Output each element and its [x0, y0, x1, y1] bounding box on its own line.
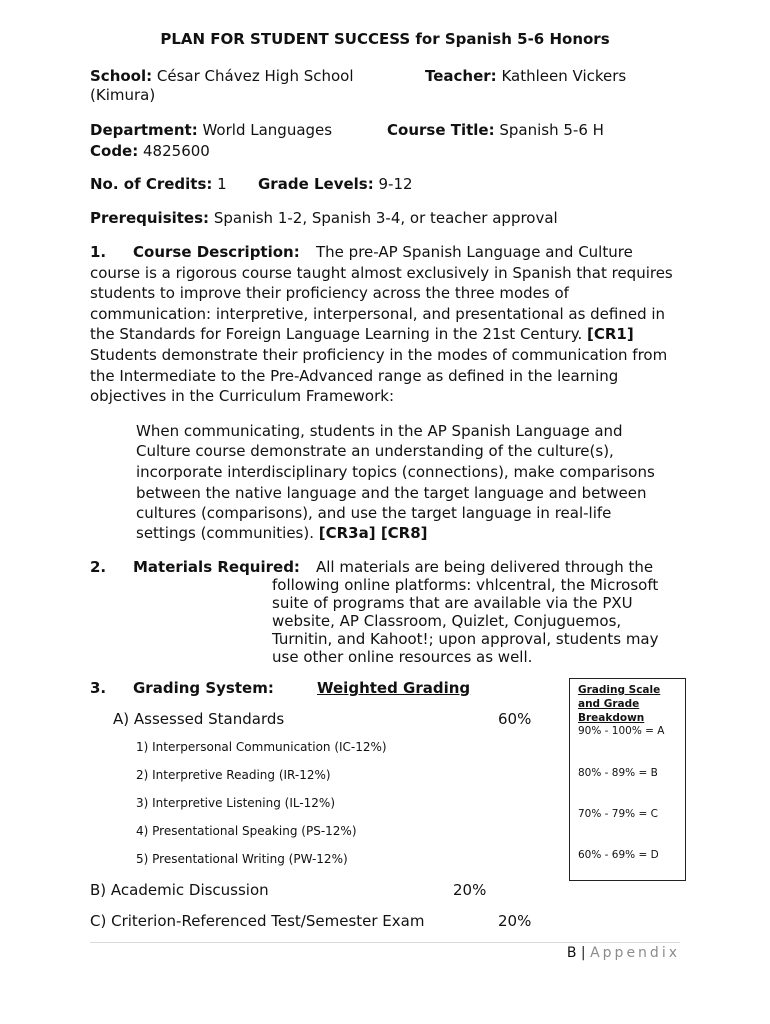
department-label: Department:: [90, 121, 198, 139]
teacher-value: Kathleen Vickers: [501, 67, 627, 85]
standard-item-1: 1) Interpersonal Communication (IC-12%): [136, 740, 387, 754]
section1-number: 1.: [90, 243, 107, 261]
grading-scale-heading: Grading Scale and Grade Breakdown: [578, 684, 661, 724]
page-footer: [567, 945, 680, 961]
grade-row-c: 70% - 79% = C: [578, 808, 658, 820]
cr3a-cr8-tag: [CR3a] [CR8]: [318, 524, 428, 542]
section1-line-1: course is a rigorous course taught almost exclusively in Spanish that requires: [90, 264, 673, 282]
course-title-label: Course Title:: [387, 121, 495, 139]
section2-number: 2.: [90, 558, 107, 576]
section1-label: Course Description:: [133, 243, 300, 261]
academic-discussion-label: B) Academic Discussion: [90, 881, 269, 899]
criterion-test-pct: 20%: [498, 912, 532, 930]
school-line: [90, 67, 354, 85]
criterion-test-label: C) Criterion-Referenced Test/Semester Exam: [90, 912, 425, 930]
grade-levels-line: [258, 175, 413, 193]
credits-value: 1: [217, 175, 227, 193]
grade-row-a: 90% - 100% = A: [578, 725, 665, 737]
section1-line-6: Students demonstrate their proficiency in the modes of communication from: [90, 346, 668, 364]
course-title-line: [387, 121, 604, 139]
standard-item-2: 2) Interpretive Reading (IR-12%): [136, 768, 331, 782]
code-value: 4825600: [143, 142, 210, 160]
grade-row-d: 60% - 69% = D: [578, 849, 659, 861]
standard-item-3: 3) Interpretive Listening (IL-12%): [136, 796, 336, 810]
footer-divider: [90, 942, 680, 943]
academic-discussion-pct: 20%: [453, 881, 487, 899]
page-title: PLAN FOR STUDENT SUCCESS for Spanish 5-6 Honors: [160, 30, 610, 48]
teacher-line: [425, 67, 626, 85]
section1-line-3: communication: interpretive, interpersonal, and presentational as defined in: [90, 305, 666, 323]
section2-line-4: Turnitin, and Kahoot!; upon approval, students may: [272, 630, 659, 648]
school-label: School:: [90, 67, 153, 85]
prereq-value: Spanish 1-2, Spanish 3-4, or teacher approval: [213, 209, 558, 227]
cr1-tag: [CR1]: [587, 325, 634, 343]
prereq-label: Prerequisites:: [90, 209, 210, 227]
section1-line-0: The pre-AP Spanish Language and Culture: [316, 243, 633, 261]
quote-line-1: Culture course demonstrate an understanding of the culture(s),: [136, 442, 614, 460]
prereq-line: [90, 209, 558, 227]
department-line: [90, 121, 332, 139]
standard-item-5: 5) Presentational Writing (PW-12%): [136, 852, 348, 866]
section2-line-0: All materials are being delivered through the: [316, 558, 654, 576]
section2-line-3: website, AP Classroom, Quizlet, Conjuguemos,: [272, 612, 622, 630]
school-cont: (Kimura): [90, 86, 156, 104]
teacher-label: Teacher:: [425, 67, 497, 85]
course-title-value: Spanish 5-6 H: [499, 121, 604, 139]
footer-separator: |: [580, 945, 586, 961]
weighted-grading-heading: Weighted Grading: [317, 679, 471, 697]
quote-line-0: When communicating, students in the AP Spanish Language and: [136, 422, 623, 440]
grading-scale-box: [569, 678, 686, 881]
assessed-standards-label: A) Assessed Standards: [113, 710, 285, 728]
section2-line-5: use other online resources as well.: [272, 648, 533, 666]
section1-line-7: the Intermediate to the Pre-Advanced range as defined in the learning: [90, 367, 619, 385]
section1-line-4-text: the Standards for Foreign Language Learning in the 21st Century.: [90, 325, 583, 343]
quote-line-5-text: settings (communities).: [136, 524, 314, 542]
quote-line-5: [136, 524, 428, 542]
section3-label: Grading System:: [133, 679, 274, 697]
code-label: Code:: [90, 142, 139, 160]
grade-levels-label: Grade Levels:: [258, 175, 374, 193]
grade-levels-value: 9-12: [378, 175, 413, 193]
section2-line-1: following online platforms: vhlcentral, the Microsoft: [272, 576, 659, 594]
section2-line-2: suite of programs that are available via the PXU: [272, 594, 633, 612]
section1-line-8: objectives in the Curriculum Framework:: [90, 387, 395, 405]
assessed-standards-pct: 60%: [498, 710, 532, 728]
code-line: [90, 142, 210, 160]
school-value: César Chávez High School: [156, 67, 354, 85]
footer-appendix-label: Appendix: [590, 945, 680, 961]
quote-line-2: incorporate interdisciplinary topics (connections), make comparisons: [136, 463, 655, 481]
section2-label: Materials Required:: [133, 558, 300, 576]
quote-line-4: cultures (comparisons), and use the target language in real-life: [136, 504, 612, 522]
credits-line: [90, 175, 227, 193]
footer-page-letter: B: [566, 945, 577, 961]
section3-number: 3.: [90, 679, 107, 697]
standard-item-4: 4) Presentational Speaking (PS-12%): [136, 824, 357, 838]
quote-line-3: between the native language and the target language and between: [136, 484, 647, 502]
credits-label: No. of Credits:: [90, 175, 213, 193]
department-value: World Languages: [202, 121, 333, 139]
grade-row-b: 80% - 89% = B: [578, 767, 658, 779]
section1-line-2: students to improve their proficiency across the three modes of: [90, 284, 569, 302]
section1-line-4: [90, 325, 634, 343]
